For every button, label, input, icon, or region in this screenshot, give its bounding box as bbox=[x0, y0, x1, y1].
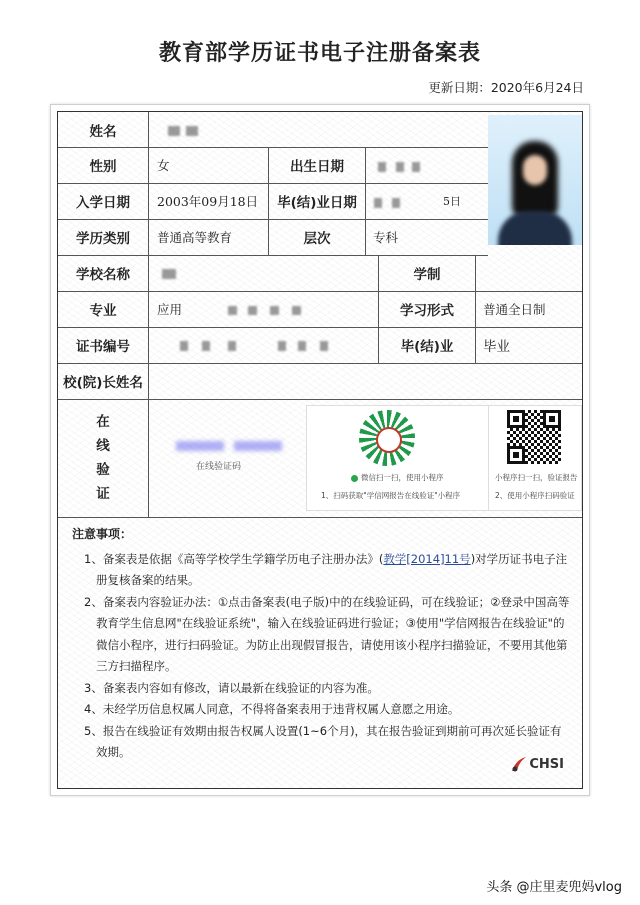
qr-code[interactable] bbox=[507, 410, 561, 464]
study-form-label: 学习形式 bbox=[378, 291, 476, 327]
record-card bbox=[50, 104, 590, 796]
chsi-logo-icon bbox=[509, 754, 529, 774]
id-photo bbox=[488, 115, 582, 245]
president-label: 校(院)长姓名 bbox=[58, 363, 149, 399]
major-redacted bbox=[228, 306, 237, 315]
note-item-1: 1、备案表是依据《高等学校学生学籍学历电子注册办法》(教学[2014]11号)对学历证书电子注册复核备案的结果。 bbox=[84, 551, 568, 587]
level-value: 专科 bbox=[373, 230, 399, 245]
grad-label: 毕(结)业 bbox=[378, 327, 476, 363]
notes bbox=[72, 524, 570, 764]
verify-code-caption: 在线验证码 bbox=[196, 462, 242, 472]
chsi-logo: CHSI bbox=[509, 754, 564, 774]
row-president bbox=[58, 363, 582, 400]
enroll-label: 入学日期 bbox=[58, 183, 149, 219]
birth-label: 出生日期 bbox=[268, 147, 366, 183]
row-enroll bbox=[58, 183, 488, 220]
grad-date-partial: 5日 bbox=[443, 195, 461, 208]
notes-heading: 注意事项： bbox=[72, 527, 133, 541]
note-item-2: 2、备案表内容验证办法：①点击备案表(电子版)中的在线验证码，可在线验证；②登录中国高等教育学生信息网"在线验证系统"，输入在线验证码进行验证；③使用"学信网报告在线验证"的微信小程序，进行扫码验证。为防止出现假冒报告，请使用该小程序扫描验证，不要用其他第三方扫描程序。 bbox=[84, 594, 570, 673]
mini-program-panel bbox=[306, 405, 490, 511]
system-label: 学制 bbox=[378, 255, 476, 291]
row-gender bbox=[58, 147, 488, 184]
birth-redacted bbox=[378, 162, 386, 172]
major-partial: 应用 bbox=[157, 302, 183, 317]
mini-hint: 微信扫一扫，使用小程序 bbox=[351, 472, 444, 483]
row-major bbox=[58, 291, 582, 328]
note-item-5: 5、报告在线验证有效期由报告权属人设置(1~6个月)，其在报告验证到期前可再次延长验证有效期。 bbox=[84, 723, 562, 759]
update-date: 更新日期：2020年6月24日 bbox=[428, 80, 584, 95]
name-redacted bbox=[168, 126, 180, 136]
row-school bbox=[58, 255, 582, 292]
verify-code-redacted[interactable] bbox=[176, 441, 224, 451]
qr-hint: 小程序扫一扫，验证报告 bbox=[495, 473, 578, 482]
study-form-value: 普通全日制 bbox=[483, 302, 546, 317]
name-label: 姓名 bbox=[58, 112, 149, 147]
major-label: 专业 bbox=[58, 291, 149, 327]
row-verify bbox=[58, 399, 582, 518]
verify-label: 在 线 验 证 bbox=[58, 399, 149, 517]
level-label: 层次 bbox=[268, 219, 366, 255]
qr-panel bbox=[488, 405, 582, 511]
cert-no-label: 证书编号 bbox=[58, 327, 149, 363]
school-label: 学校名称 bbox=[58, 255, 149, 291]
row-edu-type bbox=[58, 219, 488, 256]
school-redacted bbox=[162, 269, 176, 279]
note-item-4: 4、未经学历信息权属人同意，不得将备案表用于违背权属人意愿之用途。 bbox=[84, 702, 460, 716]
note-item-3: 3、备案表内容如有修改，请以最新在线验证的内容为准。 bbox=[84, 680, 379, 695]
gender-value: 女 bbox=[157, 158, 170, 173]
row-name bbox=[58, 112, 488, 148]
mini-step: 1、扫码获取"学信网报告在线验证"小程序 bbox=[321, 491, 461, 500]
grad-value: 毕业 bbox=[483, 339, 510, 355]
chsi-logo-icon bbox=[376, 427, 402, 453]
regulation-link[interactable]: 教学[2014]11号 bbox=[383, 551, 471, 566]
record-frame bbox=[57, 111, 583, 789]
edu-type-label: 学历类别 bbox=[58, 219, 149, 255]
wechat-icon bbox=[351, 475, 358, 482]
page-title: 教育部学历证书电子注册备案表 bbox=[158, 41, 481, 66]
row-cert-no bbox=[58, 327, 582, 364]
grad-date-redacted bbox=[374, 198, 382, 208]
gender-label: 性别 bbox=[58, 147, 149, 183]
qr-step: 2、使用小程序扫码验证 bbox=[495, 491, 575, 500]
grad-date-label: 毕(结)业日期 bbox=[268, 183, 366, 219]
edu-type-value: 普通高等教育 bbox=[157, 230, 233, 245]
enroll-value: 2003年09月18日 bbox=[157, 194, 259, 209]
mini-program-code[interactable] bbox=[359, 410, 415, 466]
watermark: 头条 @庄里麦兜妈vlog bbox=[486, 880, 622, 895]
cert-no-redacted bbox=[180, 341, 188, 351]
